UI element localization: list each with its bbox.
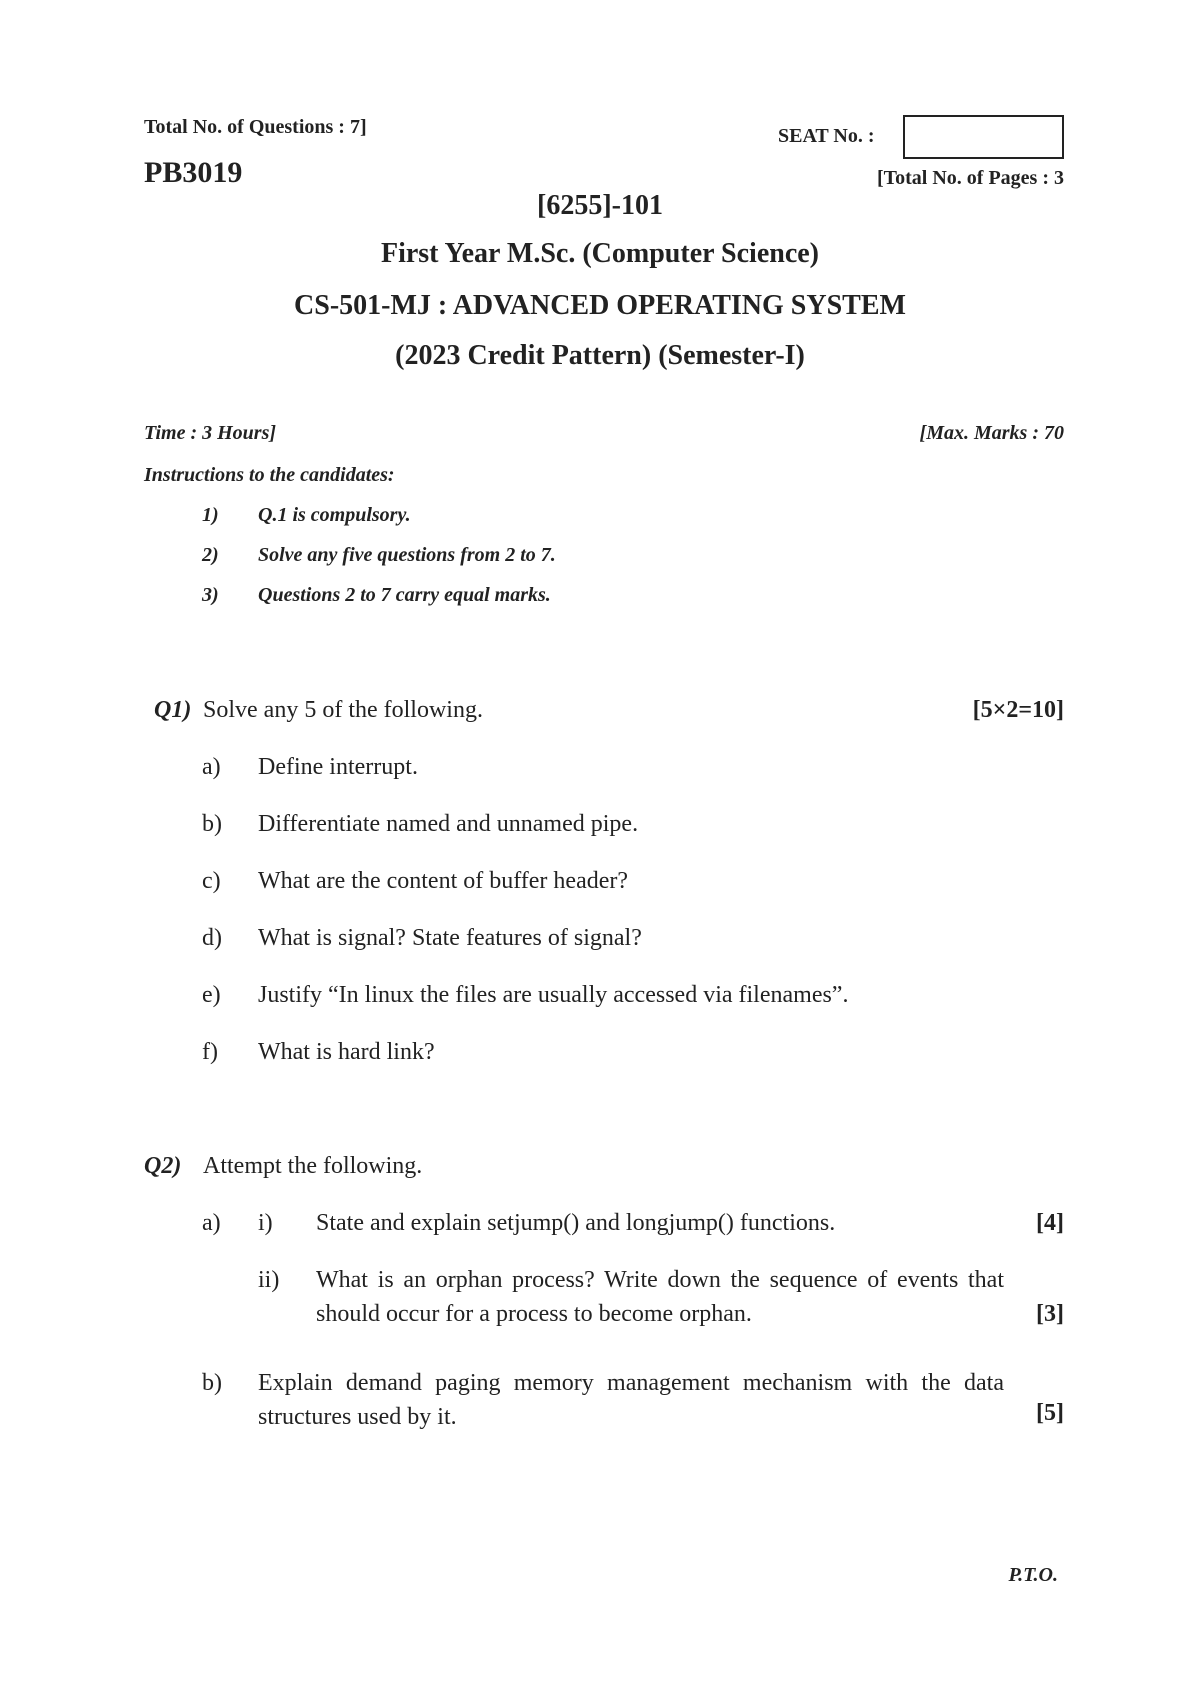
q2-a-i-text: State and explain setjump() and longjump() functions.: [316, 1210, 836, 1236]
q2-a-i-marks: [4]: [1036, 1210, 1064, 1236]
credit-pattern: (2023 Credit Pattern) (Semester-I): [395, 340, 805, 371]
paper-code: PB3019: [144, 156, 243, 189]
pto-label: P.T.O.: [1008, 1564, 1058, 1586]
q2-a-ii-text-content: What is an orphan process? Write down the sequence of events that should occur for a process to become orphan.: [316, 1267, 1004, 1327]
instructions-heading: Instructions to the candidates:: [144, 464, 395, 486]
q1-item-letter: a): [202, 754, 221, 780]
q1-label: Q1): [154, 697, 192, 723]
q2-b-text-content: Explain demand paging memory management mechanism with the data structures used by it.: [258, 1370, 1004, 1430]
q1-item-letter: e): [202, 982, 221, 1008]
paper-title: CS-501-MJ : ADVANCED OPERATING SYSTEM: [294, 290, 906, 321]
seat-label: SEAT No. :: [778, 125, 875, 147]
q2-b-text: [258, 1366, 1004, 1434]
q1-item-text: What is signal? State features of signal?: [258, 925, 642, 951]
subject-code: [6255]-101: [537, 190, 663, 221]
q1-item-letter: c): [202, 868, 221, 894]
instruction-number: 2): [202, 544, 219, 566]
q1-item-text: Differentiate named and unnamed pipe.: [258, 811, 639, 837]
max-marks: [Max. Marks : 70: [919, 422, 1064, 444]
q1-item-text: What is hard link?: [258, 1039, 435, 1065]
q2-a-ii-text: [316, 1263, 1004, 1331]
q2-a-ii-num: ii): [258, 1267, 280, 1293]
q2-a-ii-marks: [3]: [1036, 1301, 1064, 1327]
instruction-text: Solve any five questions from 2 to 7.: [258, 544, 556, 566]
q1-item-text: What are the content of buffer header?: [258, 868, 629, 894]
q1-item-letter: f): [202, 1039, 218, 1065]
q2-label: Q2): [144, 1153, 182, 1179]
instruction-text: Q.1 is compulsory.: [258, 504, 411, 526]
q1-marks: [5×2=10]: [972, 697, 1064, 723]
q2-b-letter: b): [202, 1370, 222, 1396]
q2-a-letter: a): [202, 1210, 221, 1236]
q2-b-marks: [5]: [1036, 1400, 1064, 1426]
seat-number-box[interactable]: [903, 115, 1064, 159]
q1-item-text: Justify “In linux the files are usually accessed via filenames”.: [258, 982, 849, 1008]
total-questions: Total No. of Questions : 7]: [144, 116, 367, 138]
q1-item-text: Define interrupt.: [258, 754, 418, 780]
instruction-text: Questions 2 to 7 carry equal marks.: [258, 584, 551, 606]
q1-text: Solve any 5 of the following.: [203, 697, 483, 723]
total-pages: [Total No. of Pages : 3: [876, 167, 1064, 189]
course-name: First Year M.Sc. (Computer Science): [380, 238, 820, 269]
instruction-number: 1): [202, 504, 219, 526]
q2-text: Attempt the following.: [203, 1153, 423, 1179]
instruction-number: 3): [202, 584, 219, 606]
exam-time: Time : 3 Hours]: [144, 422, 277, 444]
q1-item-letter: b): [202, 811, 222, 837]
q1-item-letter: d): [202, 925, 222, 951]
q2-a-i-num: i): [258, 1210, 273, 1236]
